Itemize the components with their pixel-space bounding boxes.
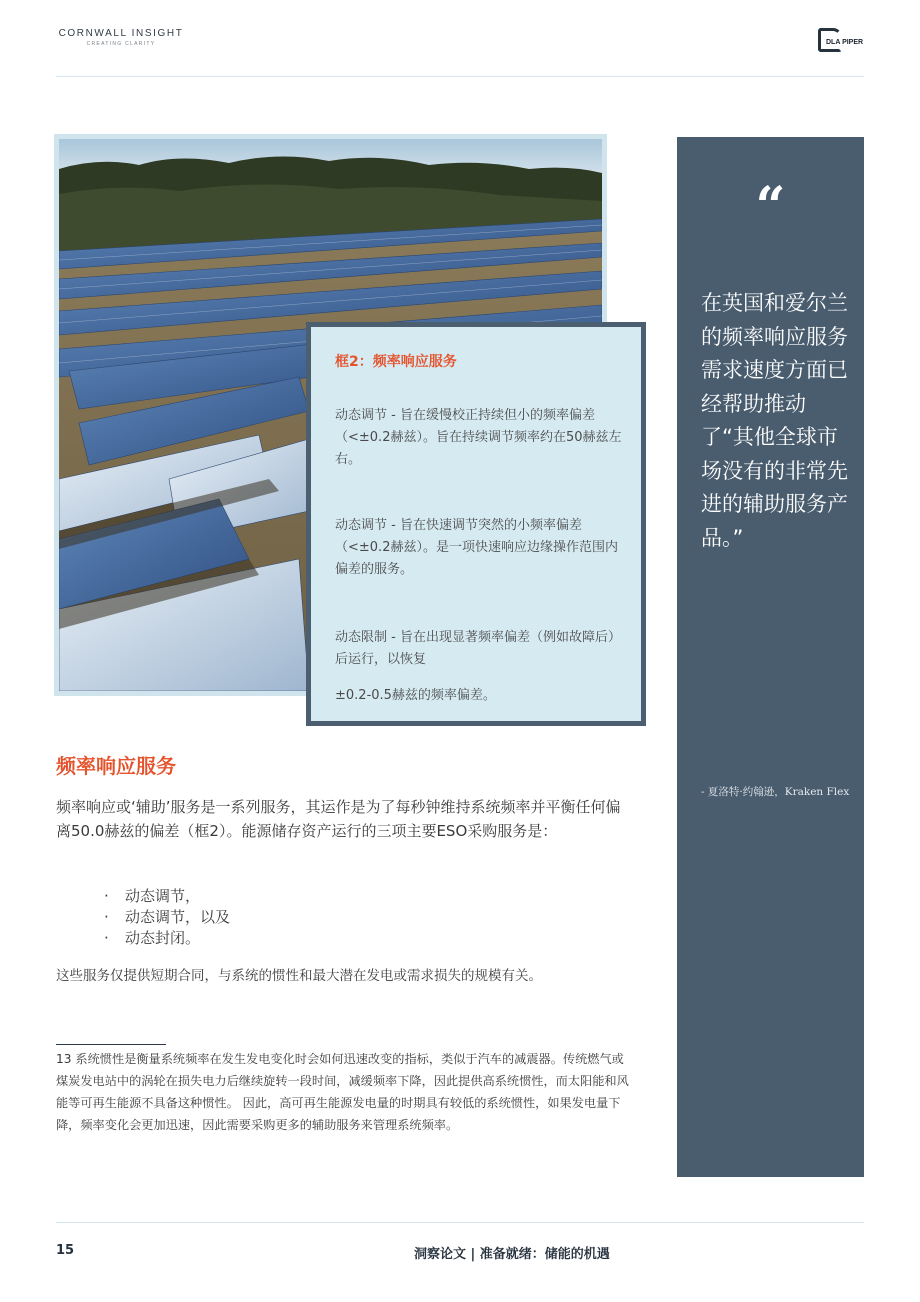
box2-item-3: 动态限制 - 旨在出现显著频率偏差（例如故障后）后运行，以恢复 <box>335 630 621 667</box>
bullet-marker: · <box>104 908 109 926</box>
box2-item-2: 动态调节 - 旨在快速调节突然的小频率偏差（<±0.2赫兹）。是一项快速响应边缘操作范围内偏差的服务。 <box>335 518 618 577</box>
list-item <box>104 907 230 928</box>
page-number: 15 <box>56 1243 75 1258</box>
dla-piper-logo <box>818 28 866 52</box>
list-item-text: 动态调节，以及 <box>125 908 231 926</box>
dla-piper-text: DLA PIPER <box>826 39 864 46</box>
quote-text: 在英国和爱尔兰的频率响应服务需求速度方面已经帮助推动了“其他全球市场没有的非常先进的辅助服务产品。” <box>701 291 848 550</box>
footnote-13: 13 系统惯性是衡量系统频率在发生发电变化时会如何迅速改变的指标，类似于汽车的减震器。传统燃气或煤炭发电站中的涡轮在损失电力后继续旋转一段时间，减缓频率下降，因此提供高系统惯性，而太阳能和风能等可再生能源不具备这种惯性。 因此，高可再生能源发电量的时期具有较低的系统惯性，如果发电量下降，频率变化会更加迅速，因此需要采购更多的辅助服务来管理系统频率。 <box>56 1052 629 1132</box>
body-paragraph-2: 这些服务仅提供短期合同，与系统的惯性和最大潜在发电或需求损失的规模有关。 <box>56 968 542 984</box>
box2-title: 框2：频率响应服务 <box>335 354 457 370</box>
box2-frequency-response <box>306 322 646 726</box>
quote-panel <box>677 137 864 1177</box>
logo-name: CORNWALL INSIGHT <box>58 28 184 39</box>
list-item-text: 动态封闭。 <box>125 929 201 947</box>
section-heading: 频率响应服务 <box>56 754 176 778</box>
cornwall-insight-logo <box>56 28 186 47</box>
footnote-divider <box>56 1044 166 1045</box>
bullet-marker: · <box>104 887 109 905</box>
quote-attribution: - 夏洛特·约翰逊，Kraken Flex <box>701 786 850 798</box>
quote-mark-icon: “ <box>755 176 786 237</box>
header-divider <box>56 76 864 77</box>
box2-item-1: 动态调节 - 旨在缓慢校正持续但小的频率偏差（<±0.2赫兹）。旨在持续调节频率约在50赫兹左右。 <box>335 408 622 467</box>
footer-divider <box>56 1222 864 1223</box>
box2-item-4: ±0.2-0.5赫兹的频率偏差。 <box>335 688 496 703</box>
bullet-marker: · <box>104 929 109 947</box>
body-paragraph: 频率响应或‘辅助’服务是一系列服务，其运作是为了每秒钟维持系统频率并平衡任何偏离50.0赫兹的偏差（框2）。能源储存资产运行的三项主要ESO采购服务是： <box>56 798 621 840</box>
list-item <box>104 886 230 907</box>
logo-tagline: CREATING CLARITY <box>86 41 156 47</box>
list-item <box>104 928 230 949</box>
service-list <box>104 886 230 949</box>
list-item-text: 动态调节， <box>125 887 201 905</box>
running-title: 洞察论文 | 准备就绪：储能的机遇 <box>414 1247 610 1262</box>
